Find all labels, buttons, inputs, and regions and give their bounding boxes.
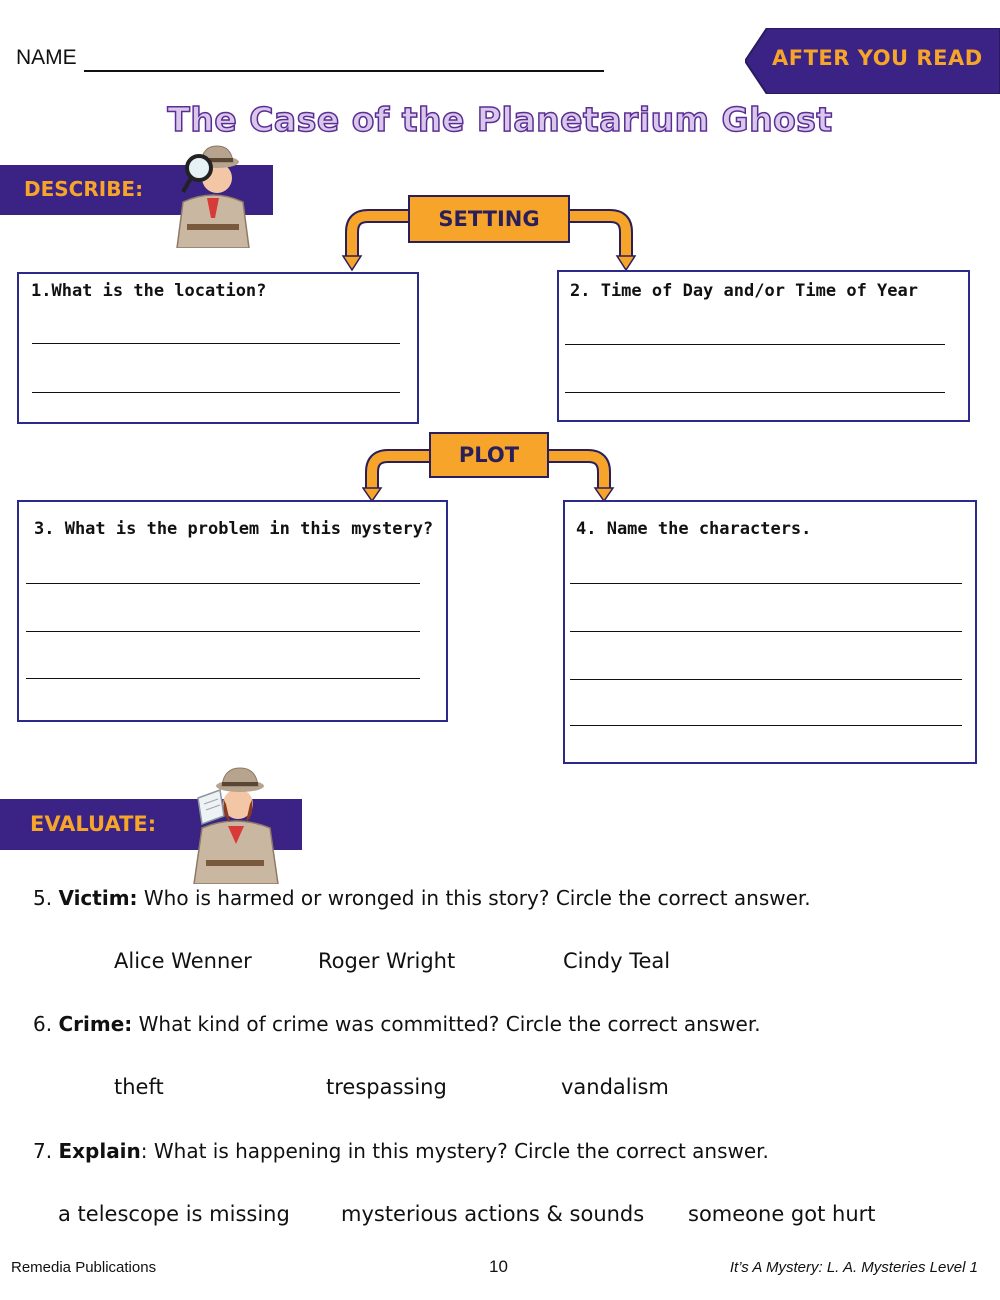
question-text: Who is harmed or wronged in this story? Circle the correct answer. bbox=[137, 886, 811, 910]
choice-alice-wenner[interactable]: Alice Wenner bbox=[114, 949, 252, 973]
choice-theft[interactable]: theft bbox=[114, 1075, 164, 1099]
answer-line[interactable] bbox=[565, 392, 945, 393]
choice-mysterious-actions[interactable]: mysterious actions & sounds bbox=[341, 1202, 645, 1226]
choice-telescope-missing[interactable]: a telescope is missing bbox=[58, 1202, 290, 1226]
describe-label: DESCRIBE: bbox=[24, 177, 144, 201]
answer-line[interactable] bbox=[570, 583, 962, 584]
question-5 bbox=[33, 886, 811, 910]
characters-question: 4. Name the characters. bbox=[576, 519, 812, 539]
time-question: 2. Time of Day and/or Time of Year bbox=[570, 281, 918, 301]
footer-publisher: Remedia Publications bbox=[11, 1259, 157, 1276]
footer-page-number: 10 bbox=[489, 1257, 508, 1276]
plot-label: PLOT bbox=[429, 432, 549, 478]
answer-line[interactable] bbox=[570, 679, 962, 680]
name-label: NAME bbox=[16, 46, 77, 69]
answer-line[interactable] bbox=[32, 392, 400, 393]
question-7 bbox=[33, 1139, 769, 1163]
question-text: What kind of crime was committed? Circle the correct answer. bbox=[132, 1012, 761, 1036]
detective-magnifier-icon bbox=[163, 140, 263, 248]
answer-line[interactable] bbox=[565, 344, 945, 345]
choice-trespassing[interactable]: trespassing bbox=[326, 1075, 447, 1099]
name-line[interactable] bbox=[84, 70, 604, 72]
answer-line[interactable] bbox=[32, 343, 400, 344]
question-text: : What is happening in this mystery? Circle the correct answer. bbox=[140, 1139, 769, 1163]
choice-roger-wright[interactable]: Roger Wright bbox=[318, 949, 456, 973]
problem-question: 3. What is the problem in this mystery? bbox=[34, 519, 434, 539]
question-keyword: Crime: bbox=[58, 1012, 133, 1036]
question-6 bbox=[33, 1012, 761, 1036]
choice-someone-hurt[interactable]: someone got hurt bbox=[688, 1202, 876, 1226]
question-keyword: Victim: bbox=[58, 886, 138, 910]
setting-label: SETTING bbox=[408, 195, 570, 243]
detective-note-icon bbox=[180, 764, 290, 884]
page-title: The Case of the Planetarium Ghost bbox=[167, 100, 833, 139]
question-number: 7. bbox=[33, 1139, 53, 1163]
answer-line[interactable] bbox=[570, 725, 962, 726]
question-keyword: Explain bbox=[58, 1139, 141, 1163]
footer-series: It’s A Mystery: L. A. Mysteries Level 1 bbox=[729, 1259, 978, 1276]
evaluate-label: EVALUATE: bbox=[30, 812, 157, 836]
answer-line[interactable] bbox=[26, 583, 420, 584]
answer-line[interactable] bbox=[26, 678, 420, 679]
after-you-read-text: AFTER YOU READ bbox=[772, 46, 983, 70]
choice-cindy-teal[interactable]: Cindy Teal bbox=[563, 949, 671, 973]
question-number: 5. bbox=[33, 886, 53, 910]
choice-vandalism[interactable]: vandalism bbox=[561, 1075, 669, 1099]
location-question: 1.What is the location? bbox=[31, 281, 267, 301]
answer-line[interactable] bbox=[570, 631, 962, 632]
answer-line[interactable] bbox=[26, 631, 420, 632]
question-number: 6. bbox=[33, 1012, 53, 1036]
